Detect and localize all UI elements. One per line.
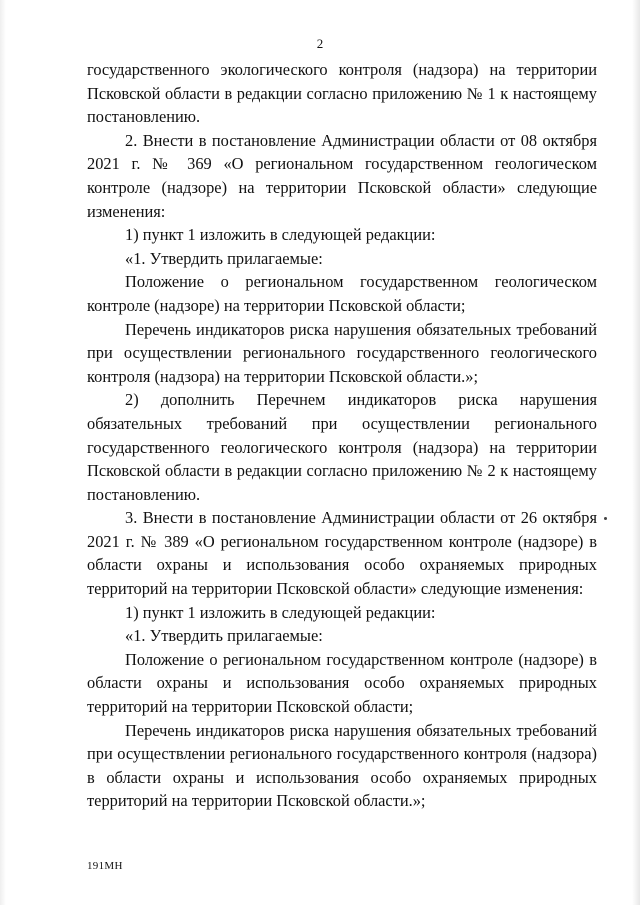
scan-artifact-dot	[604, 517, 607, 520]
paragraph-subitem-1: 1) пункт 1 изложить в следующей редакции:	[125, 602, 436, 622]
footer-document-code: 191МН	[87, 860, 123, 872]
paragraph-approve: «1. Утвердить прилагаемые:	[125, 626, 323, 646]
paragraph-risk-list: Перечень индикаторов риска нарушения обязательных требований при осуществлении регионального государственного геологического контроля (надзора) на территории Псковской области.»;	[87, 319, 597, 386]
paragraph-approve: «1. Утвердить прилагаемые:	[125, 248, 323, 268]
paragraph-regulation: Положение о региональном государственном геологическом контроле (надзоре) на территории Псковской области;	[87, 272, 597, 315]
paragraph-item-2: 2. Внести в постановление Администрации области от 08 октября 2021 г. № 369 «О региональном государственном геологическом контроле (надзоре) на территории Псковской области» следующие изменения:	[87, 130, 597, 221]
paragraph-continuation: государственного экологического контроля (надзора) на территории Псковской области в редакции согласно приложению № 1 к настоящему постановлению.	[87, 60, 597, 127]
paragraph-regulation: Положение о региональном государственном контроле (надзоре) в области охраны и использования особо охраняемых природных территорий на территории Псковской области;	[87, 649, 597, 717]
paragraph-subitem-2: 2) дополнить Перечнем индикаторов риска нарушения обязательных требований при осуществлении регионального государственного геологического контроля (надзора) на территории Псковской области в редакции согласно приложению № 2 к настоящему постановлению.	[87, 390, 597, 504]
page-number: 2	[316, 36, 324, 51]
paragraph-subitem-1: 1) пункт 1 изложить в следующей редакции:	[125, 225, 436, 245]
paragraph-item-3: 3. Внести в постановление Администрации области от 26 октября 2021 г. № 389 «О региональном государственном контроле (надзоре) в области охраны и использования особо охраняемых природных территорий на территории Псковской области» следующие изменения:	[87, 508, 597, 599]
paragraph-risk-list: Перечень индикаторов риска нарушения обязательных требований при осуществлении регионального государственного контроля (надзора) в области охраны и использования особо охраняемых природных территорий на территории Псковской области.»;	[87, 720, 597, 811]
scan-edge-left	[0, 0, 6, 905]
document-body	[87, 58, 597, 813]
scan-edge-right	[632, 0, 640, 905]
